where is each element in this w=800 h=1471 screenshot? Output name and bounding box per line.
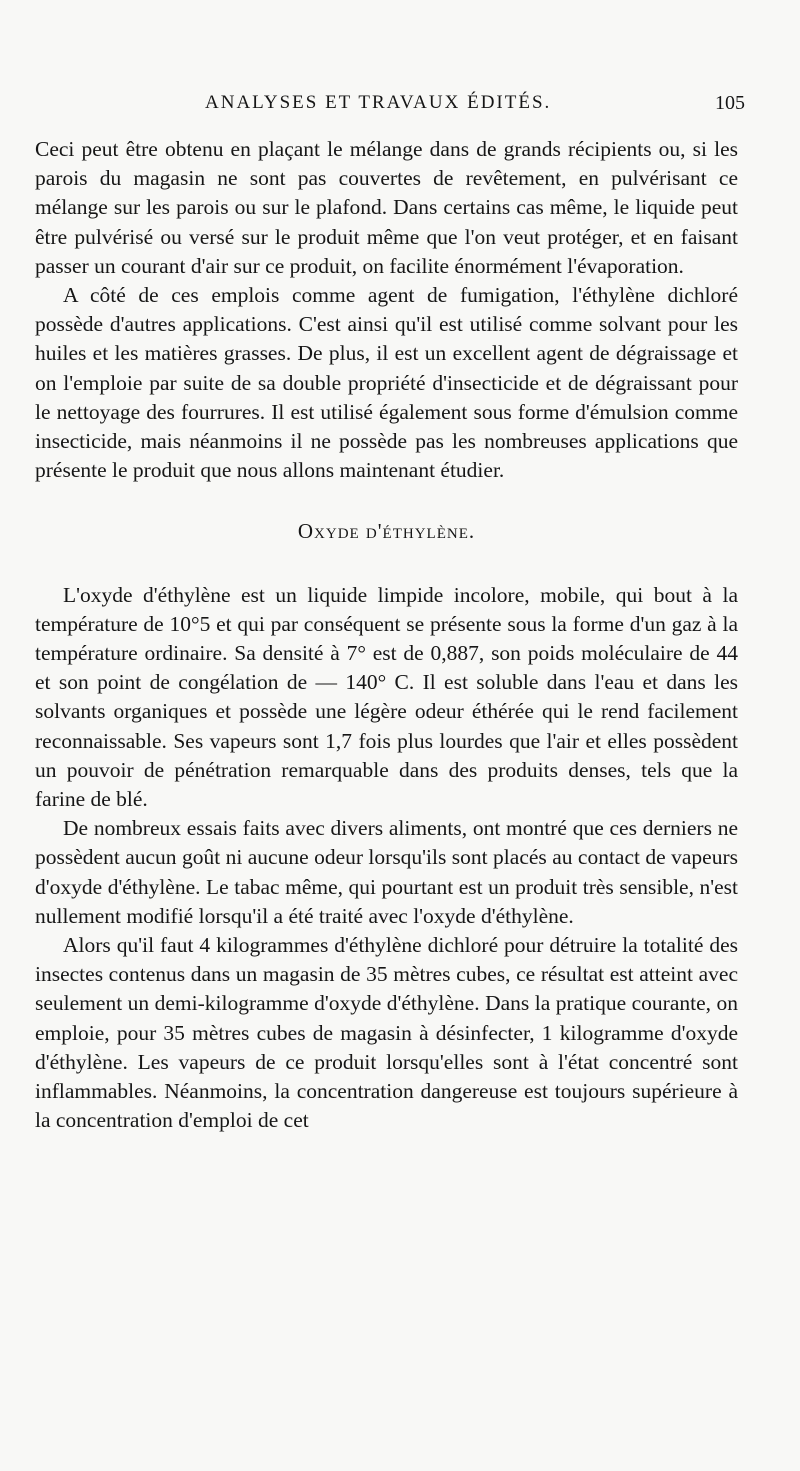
paragraph-2: A côté de ces emplois comme agent de fumigation, l'éthylène dichloré possède d'autres applications. C'est ainsi qu'il est utilisé comme solvant pour les huiles et les matières grasses. De plus, il est un excellent agent de dégraissage et on l'emploie par suite de sa double propriété d'insecticide et de dégraissant pour le nettoyage des fourrures. Il est utilisé également sous forme d'émulsion comme insecticide, mais néanmoins il ne possède pas les nombreuses applications que présente le produit que nous allons maintenant étudier. — [35, 283, 738, 483]
section-heading: Oxyde d'éthylène. — [297, 519, 476, 544]
body-text — [35, 135, 738, 1136]
paragraph-1: Ceci peut être obtenu en plaçant le mélange dans de grands récipients ou, si les parois du magasin ne sont pas couvertes de revêtement, en pulvérisant ce mélange sur les parois ou sur le plafond. Dans certains cas même, le liquide peut être pulvérisé ou versé sur le produit même que l'on veut protéger, et en faisant passer un courant d'air sur ce produit, on facilite énormément l'évaporation. — [35, 137, 738, 278]
paragraph-4: De nombreux essais faits avec divers aliments, ont montré que ces derniers ne possèdent aucun goût ni aucune odeur lorsqu'ils sont placés au contact de vapeurs d'oxyde d'éthylène. Le tabac même, qui pourtant est un produit très sensible, n'est nullement modifié lorsqu'il a été traité avec l'oxyde d'éthylène. — [35, 816, 738, 928]
running-title: ANALYSES ET TRAVAUX ÉDITÉS. — [205, 92, 552, 113]
paragraph-3: L'oxyde d'éthylène est un liquide limpide incolore, mobile, qui bout à la température de 10°5 et qui par conséquent se présente sous la forme d'un gaz à la température ordinaire. Sa densité à 7° est de 0,887, son poids moléculaire de 44 et son point de congélation de — 140° C. Il est soluble dans l'eau et dans les solvants organiques et possède une légère odeur éthérée qui le rend facilement reconnaissable. Ses vapeurs sont 1,7 fois plus lourdes que l'air et elles possèdent un pouvoir de pénétration remarquable dans des produits denses, tels que la farine de blé. — [35, 582, 738, 812]
running-header — [205, 92, 745, 122]
page-number: 105 — [715, 92, 745, 114]
paragraph-5: Alors qu'il faut 4 kilogrammes d'éthylène dichloré pour détruire la totalité des insectes contenus dans un magasin de 35 mètres cubes, ce résultat est atteint avec seulement un demi-kilogramme d'oxyde d'éthylène. Dans la pratique courante, on emploie, pour 35 mètres cubes de magasin à désinfecter, 1 kilogramme d'oxyde d'éthylène. Les vapeurs de ce produit lorsqu'elles sont à l'état concentré sont inflammables. Néanmoins, la concentration dangereuse est toujours supérieure à la concentration d'emploi de cet — [35, 933, 738, 1133]
